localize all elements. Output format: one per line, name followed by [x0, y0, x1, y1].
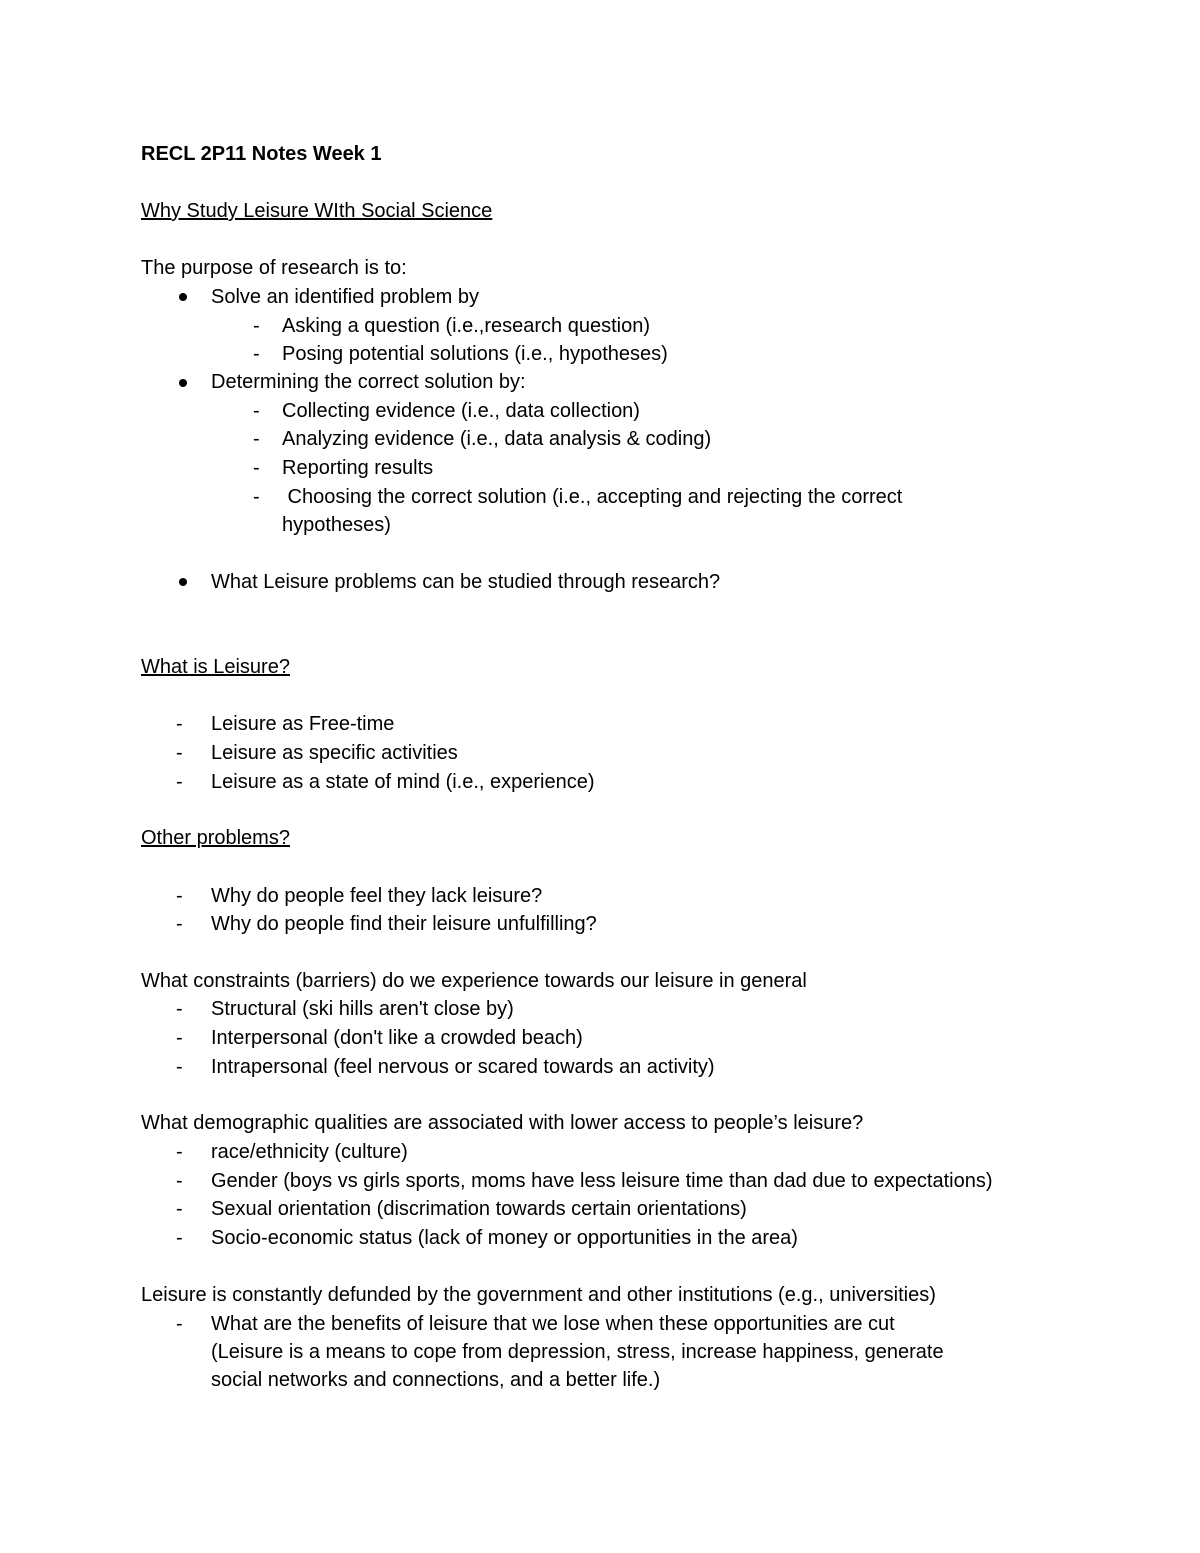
dash-icon: -: [176, 1141, 183, 1163]
dash-icon: -: [176, 885, 183, 907]
page-title: RECL 2P11 Notes Week 1: [141, 143, 382, 165]
dash-icon: -: [176, 1227, 183, 1249]
bullet-dot-icon: [179, 379, 187, 387]
list-item: Intrapersonal (feel nervous or scared towards an activity): [211, 1056, 715, 1078]
dash-icon: -: [176, 998, 183, 1020]
list-item: What are the benefits of leisure that we lose when these opportunities are cut: [211, 1313, 895, 1335]
list-item: Asking a question (i.e.,research question): [282, 315, 650, 337]
dash-icon: -: [176, 771, 183, 793]
list-item: Leisure as a state of mind (i.e., experience): [211, 771, 595, 793]
list-item: Leisure as specific activities: [211, 742, 458, 764]
dash-icon: -: [176, 713, 183, 735]
list-item-continuation: (Leisure is a means to cope from depression, stress, increase happiness, generate: [211, 1341, 944, 1363]
list-item: Gender (boys vs girls sports, moms have less leisure time than dad due to expectations): [211, 1170, 993, 1192]
dash-icon: -: [253, 428, 260, 450]
dash-icon: -: [176, 1170, 183, 1192]
dash-icon: -: [253, 315, 260, 337]
section-heading-other-problems: Other problems?: [141, 827, 290, 849]
section-heading-why-study: Why Study Leisure WIth Social Science: [141, 200, 493, 222]
defunding-intro: Leisure is constantly defunded by the government and other institutions (e.g., universities): [141, 1284, 936, 1306]
dash-icon: -: [176, 742, 183, 764]
list-item: Determining the correct solution by:: [211, 371, 526, 393]
list-item: Reporting results: [282, 457, 434, 479]
dash-icon: -: [176, 913, 183, 935]
demographics-intro: What demographic qualities are associated with lower access to people’s leisure?: [141, 1112, 864, 1134]
list-item-continuation: hypotheses): [282, 514, 391, 536]
dash-icon: -: [253, 343, 260, 365]
research-purpose-intro: The purpose of research is to:: [141, 257, 407, 279]
dash-icon: -: [253, 400, 260, 422]
list-item: What Leisure problems can be studied through research?: [211, 571, 721, 593]
list-item: Analyzing evidence (i.e., data analysis & coding): [282, 428, 712, 450]
list-item: Why do people feel they lack leisure?: [211, 885, 543, 907]
list-item: Choosing the correct solution (i.e., accepting and rejecting the correct: [282, 486, 903, 508]
list-item: Why do people find their leisure unfulfilling?: [211, 913, 597, 935]
list-item: Interpersonal (don't like a crowded beach): [211, 1027, 583, 1049]
list-item: Posing potential solutions (i.e., hypotheses): [282, 343, 668, 365]
list-item: race/ethnicity (culture): [211, 1141, 408, 1163]
list-item-continuation: social networks and connections, and a better life.): [211, 1369, 661, 1391]
dash-icon: -: [253, 486, 260, 508]
list-item: Collecting evidence (i.e., data collection): [282, 400, 640, 422]
dash-icon: -: [176, 1313, 183, 1335]
dash-icon: -: [253, 457, 260, 479]
list-item: Solve an identified problem by: [211, 286, 479, 308]
list-item: Sexual orientation (discrimation towards certain orientations): [211, 1198, 747, 1220]
section-heading-what-is-leisure: What is Leisure?: [141, 656, 290, 678]
list-item: Structural (ski hills aren't close by): [211, 998, 514, 1020]
bullet-dot-icon: [179, 578, 187, 586]
dash-icon: -: [176, 1198, 183, 1220]
bullet-dot-icon: [179, 293, 187, 301]
constraints-intro: What constraints (barriers) do we experience towards our leisure in general: [141, 970, 807, 992]
list-item: Socio-economic status (lack of money or opportunities in the area): [211, 1227, 798, 1249]
dash-icon: -: [176, 1056, 183, 1078]
list-item: Leisure as Free-time: [211, 713, 395, 735]
dash-icon: -: [176, 1027, 183, 1049]
